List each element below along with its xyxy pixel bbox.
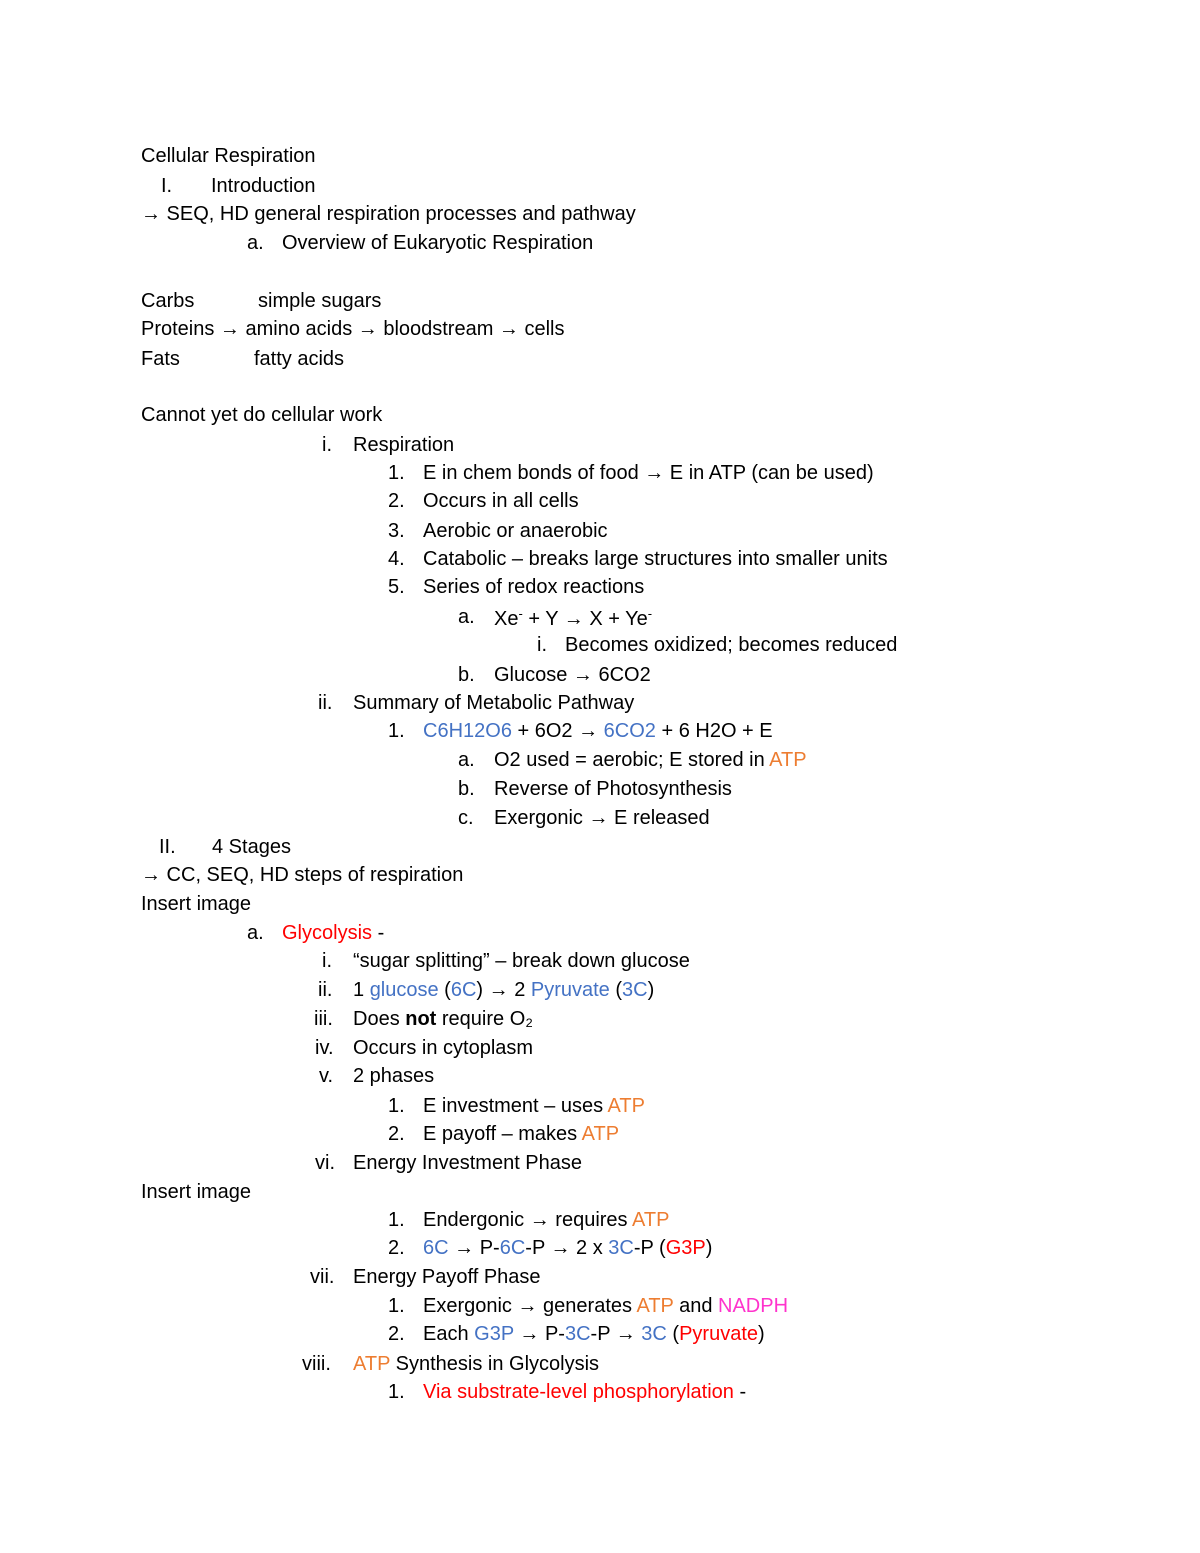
text-span: Via substrate-level phosphorylation xyxy=(423,1381,734,1403)
list-marker: 2. xyxy=(388,1237,405,1259)
section-heading: Introduction xyxy=(211,175,316,197)
text-span: ATP xyxy=(636,1295,674,1317)
text-span: ( xyxy=(609,979,623,1001)
list-item: Reverse of Photosynthesis xyxy=(494,778,732,800)
text-span: - xyxy=(733,1381,747,1403)
list-item xyxy=(423,1382,746,1402)
list-marker: v. xyxy=(319,1065,334,1087)
text-span: E investment – uses xyxy=(423,1095,608,1117)
list-marker: 2. xyxy=(388,490,405,512)
text-span: G3P xyxy=(665,1237,706,1259)
list-marker: 5. xyxy=(388,576,405,598)
text-span: ) xyxy=(647,979,655,1001)
text-span: not xyxy=(405,1008,437,1030)
text-span: Synthesis in Glycolysis xyxy=(390,1353,600,1375)
text-span: ) → 2 xyxy=(476,979,531,1001)
list-marker: a. xyxy=(247,922,264,944)
list-item: Summary of Metabolic Pathway xyxy=(353,692,635,714)
list-marker: 1. xyxy=(388,1295,405,1317)
list-item: Becomes oxidized; becomes reduced xyxy=(565,634,898,656)
text-span: 6C xyxy=(423,1237,449,1259)
list-marker: 2. xyxy=(388,1123,405,1145)
list-marker: i. xyxy=(537,634,547,656)
list-marker: I. xyxy=(161,175,173,197)
list-item xyxy=(353,980,654,1000)
text-span: 3C xyxy=(641,1323,667,1345)
list-marker: iii. xyxy=(314,1008,333,1030)
image-placeholder-text: Insert image xyxy=(141,893,252,915)
text-span: 6CO2 xyxy=(603,720,656,742)
list-marker: viii. xyxy=(302,1353,331,1375)
text-span: C6H12O6 xyxy=(423,720,512,742)
nutrient-product: fatty acids xyxy=(254,348,345,370)
text-span: require O₂ xyxy=(436,1008,534,1030)
text-span: Does xyxy=(353,1008,406,1030)
list-item: Energy Payoff Phase xyxy=(353,1266,541,1288)
text-span: Glycolysis xyxy=(282,922,373,944)
text-span: + 6O2 → xyxy=(511,720,604,742)
text-span: Pyruvate xyxy=(679,1323,759,1345)
text-span: 3C xyxy=(564,1323,591,1345)
list-marker: iv. xyxy=(315,1037,334,1059)
list-item xyxy=(423,1124,619,1144)
text-span: ATP xyxy=(632,1209,670,1231)
text-span: O2 used = aerobic; E stored in xyxy=(494,749,770,771)
list-marker: a. xyxy=(247,232,264,254)
list-item: Occurs in all cells xyxy=(423,490,579,512)
text-span: + Y → X + Ye xyxy=(522,608,648,630)
list-item-redox xyxy=(494,607,652,629)
list-item: Catabolic – breaks large structures into smaller units xyxy=(423,548,888,570)
list-marker: vii. xyxy=(310,1266,335,1288)
text-span: ATP xyxy=(353,1353,391,1375)
list-item xyxy=(423,1238,712,1258)
text-span: -P → xyxy=(590,1323,642,1345)
list-item: Exergonic → E released xyxy=(494,807,710,829)
list-item xyxy=(423,1324,765,1344)
list-item: E in chem bonds of food → E in ATP (can be used) xyxy=(423,462,874,484)
text-span: G3P xyxy=(474,1323,514,1345)
list-item: Overview of Eukaryotic Respiration xyxy=(282,232,594,254)
text-span: Each xyxy=(423,1323,475,1345)
list-marker: ii. xyxy=(318,692,333,714)
superscript: - xyxy=(647,606,653,621)
list-marker: b. xyxy=(458,778,475,800)
text-span: NADPH xyxy=(718,1295,789,1317)
nutrient-label: Fats xyxy=(141,348,180,370)
list-marker: 4. xyxy=(388,548,405,570)
text-span: -P ( xyxy=(633,1237,666,1259)
list-item xyxy=(423,1296,788,1316)
list-item xyxy=(353,1009,533,1029)
list-marker: 1. xyxy=(388,1381,405,1403)
nutrient-product: simple sugars xyxy=(258,290,382,312)
list-item xyxy=(494,750,807,770)
list-marker: c. xyxy=(458,807,474,829)
text-span: -P → 2 x xyxy=(525,1237,609,1259)
text-span: 1 xyxy=(353,979,370,1001)
list-item: Respiration xyxy=(353,434,455,456)
superscript: - xyxy=(518,606,523,621)
objective-line: → SEQ, HD general respiration processes and pathway xyxy=(141,203,636,225)
list-marker: 3. xyxy=(388,520,405,542)
text-line: Proteins → amino acids → bloodstream → cells xyxy=(141,318,565,340)
text-span: and xyxy=(673,1295,719,1317)
image-placeholder-text: Insert image xyxy=(141,1181,252,1203)
text-line: Cannot yet do cellular work xyxy=(141,404,383,426)
text-span: ATP xyxy=(607,1095,645,1117)
list-item xyxy=(423,1210,669,1230)
list-item xyxy=(423,1096,645,1116)
section-heading: 4 Stages xyxy=(212,836,291,858)
text-span: 3C xyxy=(608,1237,634,1259)
objective-line: → CC, SEQ, HD steps of respiration xyxy=(141,864,464,886)
list-item: “sugar splitting” – break down glucose xyxy=(353,950,690,972)
list-marker: i. xyxy=(322,434,332,456)
list-item: 2 phases xyxy=(353,1065,435,1087)
text-span: ATP xyxy=(769,749,807,771)
equation-line xyxy=(423,721,773,741)
text-span: 3C xyxy=(622,979,648,1001)
text-span: Endergonic → requires xyxy=(423,1209,633,1231)
list-item: Series of redox reactions xyxy=(423,576,645,598)
list-marker: ii. xyxy=(318,979,333,1001)
list-marker: 1. xyxy=(388,462,405,484)
list-marker: a. xyxy=(458,749,475,771)
text-span: → P- xyxy=(513,1323,565,1345)
list-marker: 1. xyxy=(388,720,405,742)
nutrient-label: Carbs xyxy=(141,290,195,312)
text-span: glucose xyxy=(369,979,439,1001)
list-marker: b. xyxy=(458,664,475,686)
text-span: ( xyxy=(666,1323,680,1345)
text-span: E payoff – makes xyxy=(423,1123,582,1145)
list-item xyxy=(282,923,384,943)
document-title: Cellular Respiration xyxy=(141,145,316,167)
list-item: Energy Investment Phase xyxy=(353,1152,583,1174)
list-marker: vi. xyxy=(315,1152,335,1174)
text-span: ( xyxy=(438,979,451,1001)
list-marker: i. xyxy=(322,950,332,972)
list-marker: 1. xyxy=(388,1095,405,1117)
text-span: + 6 H2O + E xyxy=(655,720,773,742)
list-item: Occurs in cytoplasm xyxy=(353,1037,534,1059)
text-span: 6C xyxy=(499,1237,526,1259)
list-item: Aerobic or anaerobic xyxy=(423,520,608,542)
list-marker: 2. xyxy=(388,1323,405,1345)
list-marker: II. xyxy=(159,836,176,858)
text-span: Exergonic → generates xyxy=(423,1295,637,1317)
text-span: ) xyxy=(705,1237,713,1259)
text-span: - xyxy=(372,922,385,944)
list-item: Glucose → 6CO2 xyxy=(494,664,651,686)
list-item xyxy=(353,1354,599,1374)
list-marker: a. xyxy=(458,606,475,628)
text-span: ATP xyxy=(581,1123,620,1145)
text-span: → P- xyxy=(448,1237,500,1259)
list-marker: 1. xyxy=(388,1209,405,1231)
text-span: ) xyxy=(758,1323,765,1345)
text-span: Xe xyxy=(494,608,519,630)
text-span: Pyruvate xyxy=(530,979,610,1001)
text-span: 6C xyxy=(450,979,477,1001)
